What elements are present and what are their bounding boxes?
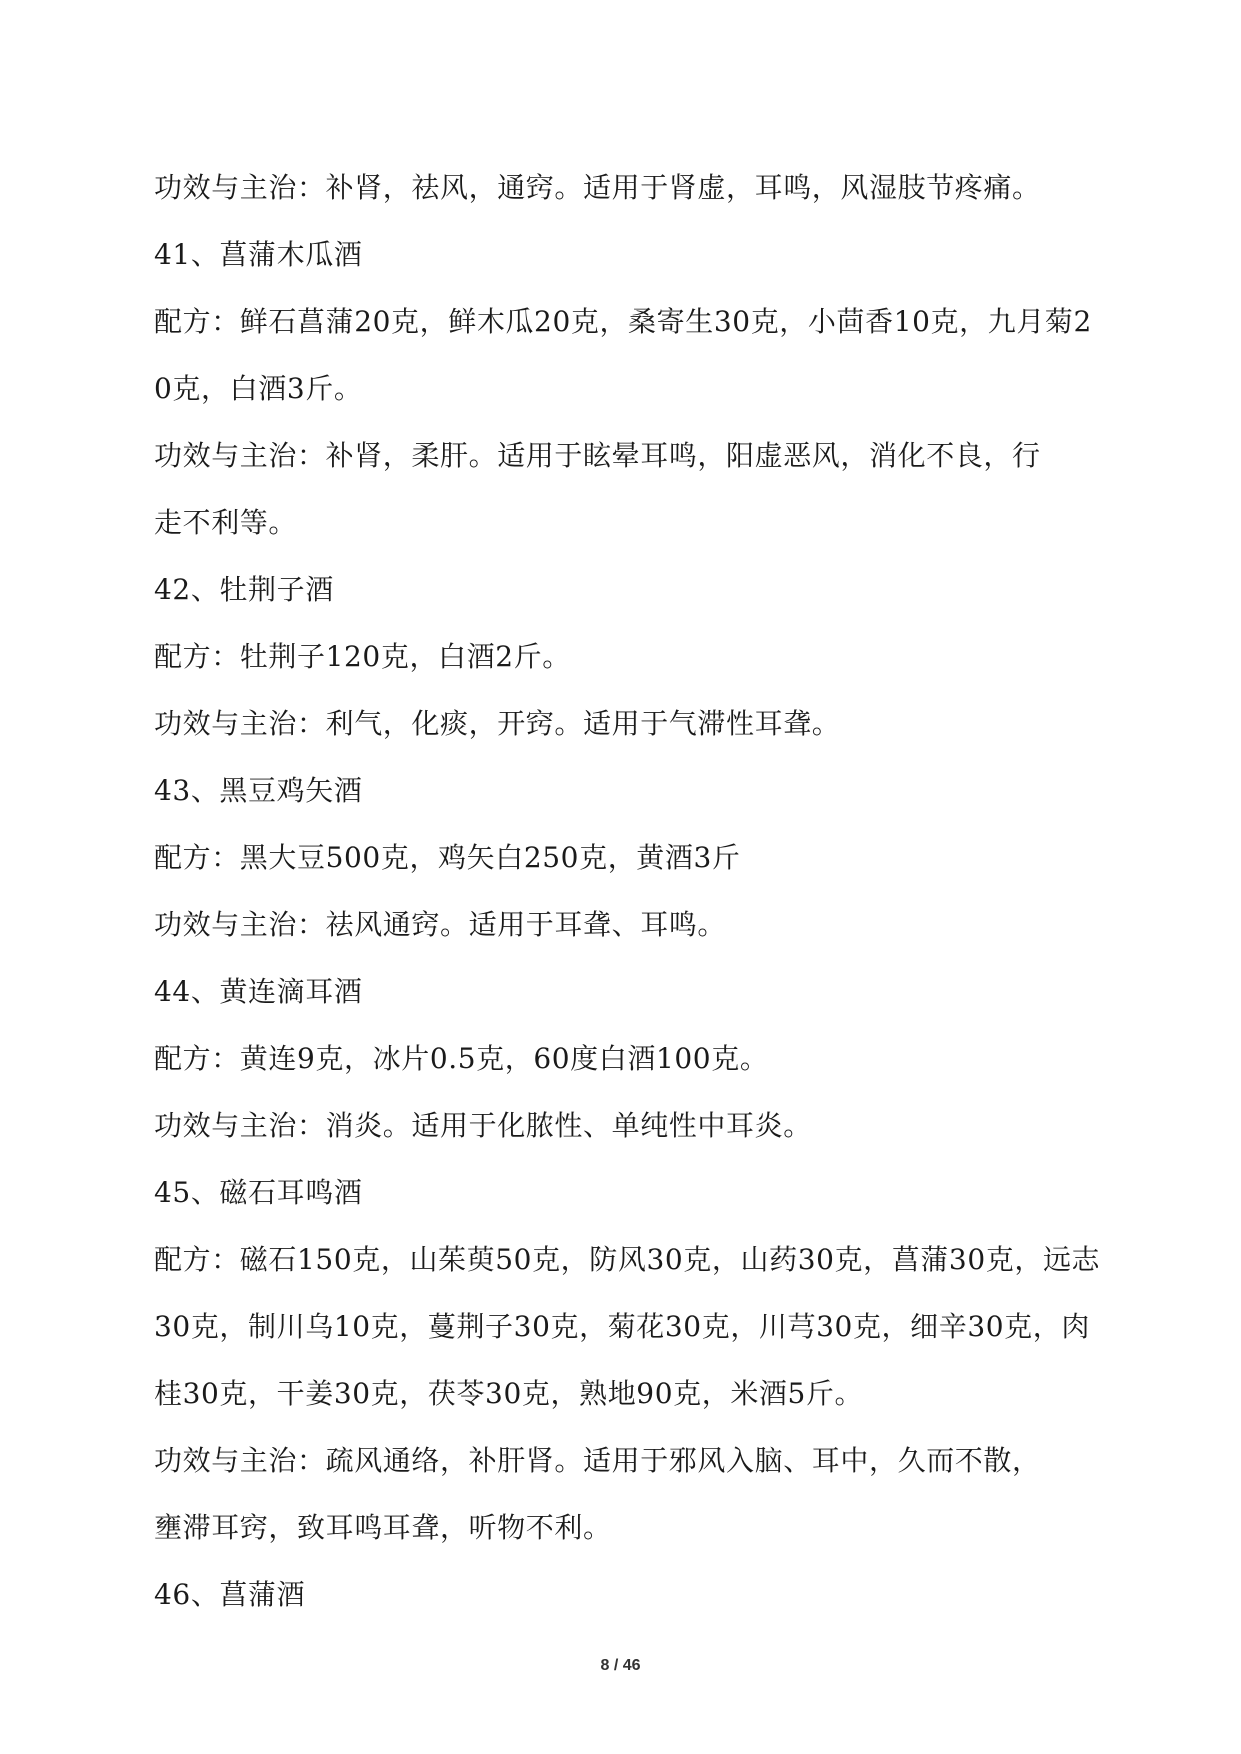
section-heading: 44、黄连滴耳酒 [154, 975, 363, 1008]
paragraph-line: 走不利等。 [154, 506, 298, 539]
section-heading: 43、黑豆鸡矢酒 [154, 774, 363, 807]
section-heading: 46、菖蒲酒 [154, 1578, 306, 1611]
section-heading: 42、牡荆子酒 [154, 573, 334, 606]
paragraph-line: 功效与主治：祛风通窍。适用于耳聋、耳鸣。 [154, 908, 727, 941]
paragraph-line: 桂30克，干姜30克，茯苓30克，熟地90克，米酒5斤。 [154, 1377, 864, 1410]
paragraph-line: 配方：磁石150克，山茱萸50克，防风30克，山药30克，菖蒲30克，远志 [154, 1243, 1101, 1276]
paragraph-line: 配方：黑大豆500克，鸡矢白250克，黄酒3斤 [154, 841, 741, 874]
paragraph-line: 功效与主治：利气，化痰，开窍。适用于气滞性耳聋。 [154, 707, 841, 740]
paragraph-line: 功效与主治：补肾，柔肝。适用于眩晕耳鸣，阳虚恶风，消化不良，行 [154, 439, 1041, 472]
paragraph-line: 配方：牡荆子120克，白酒2斤。 [154, 640, 571, 673]
paragraph-line: 功效与主治：消炎。适用于化脓性、单纯性中耳炎。 [154, 1109, 812, 1142]
paragraph-line: 功效与主治：疏风通络，补肝肾。适用于邪风入脑、耳中，久而不散， [154, 1444, 1041, 1477]
paragraph-line: 0克，白酒3斤。 [154, 372, 363, 405]
paragraph-line: 配方：黄连9克，冰片0.5克，60度白酒100克。 [154, 1042, 769, 1075]
paragraph-line: 壅滞耳窍，致耳鸣耳聋，听物不利。 [154, 1511, 612, 1544]
paragraph-line: 功效与主治：补肾，祛风，通窍。适用于肾虚，耳鸣，风湿肢节疼痛。 [154, 171, 1041, 204]
section-heading: 41、菖蒲木瓜酒 [154, 238, 363, 271]
paragraph-line: 30克，制川乌10克，蔓荆子30克，菊花30克，川芎30克，细辛30克，肉 [154, 1310, 1090, 1343]
paragraph-line: 配方：鲜石菖蒲20克，鲜木瓜20克，桑寄生30克，小茴香10克，九月菊2 [154, 305, 1092, 338]
section-heading: 45、磁石耳鸣酒 [154, 1176, 363, 1209]
page-number: 8 / 46 [600, 1657, 641, 1674]
